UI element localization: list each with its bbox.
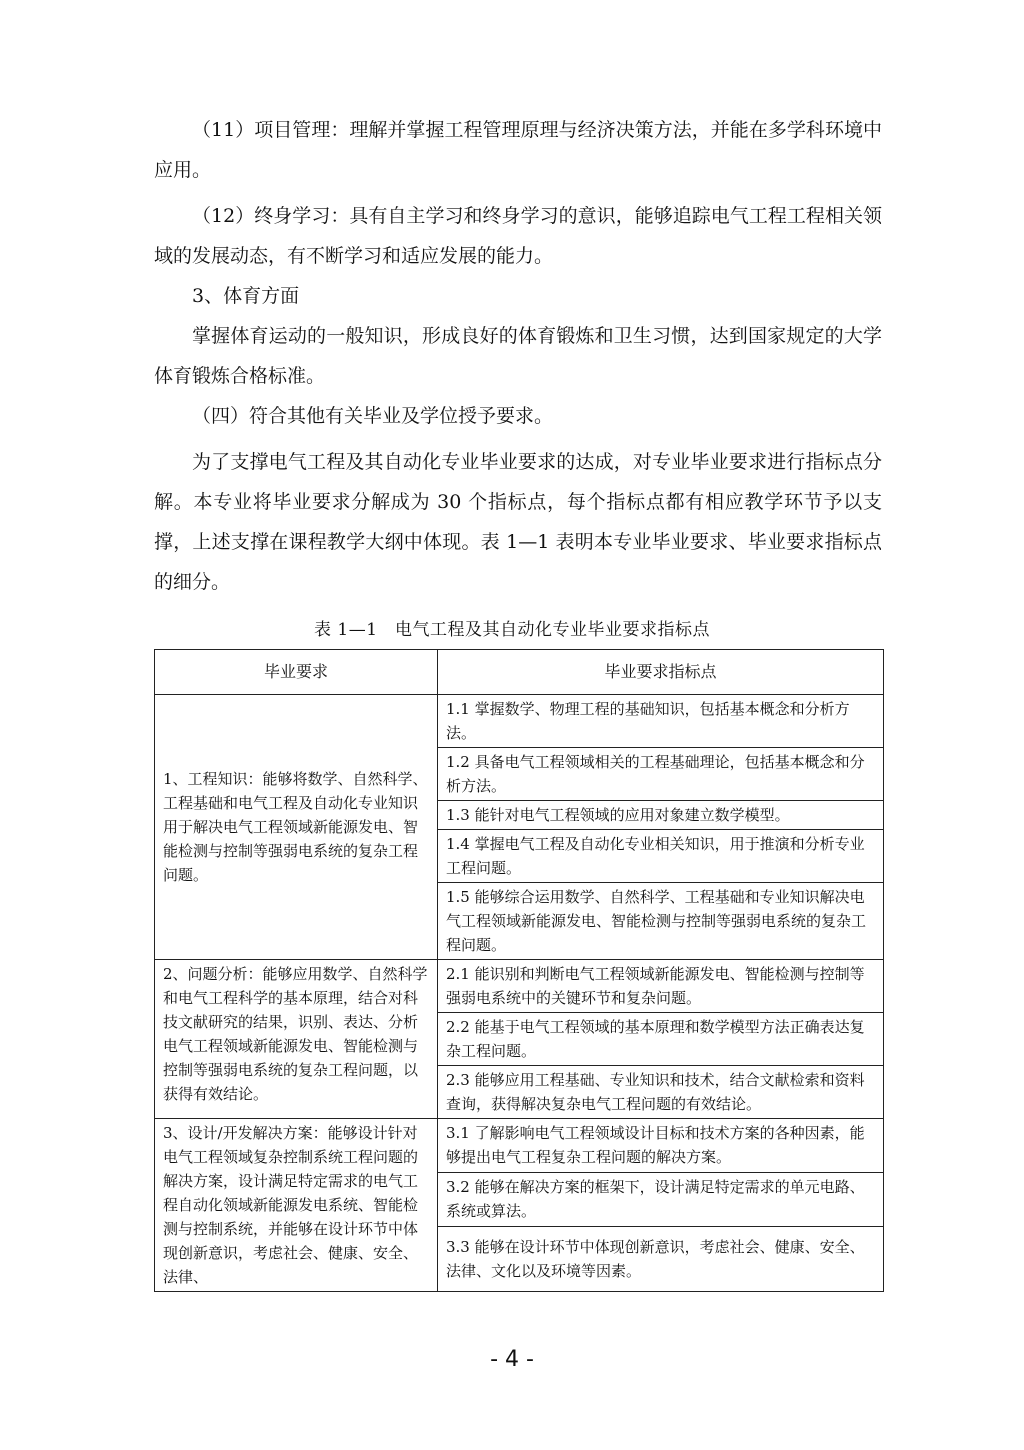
paragraph-other-requirements: （四）符合其他有关毕业及学位授予要求。: [192, 405, 554, 427]
indicator-cell: 1.2 具备电气工程领域相关的工程基础理论，包括基本概念和分析方法。: [438, 748, 884, 801]
indicator-cell: 1.4 掌握电气工程及自动化专业相关知识，用于推演和分析专业工程问题。: [438, 830, 884, 883]
paragraph-indicator-intro: 为了支撑电气工程及其自动化专业毕业要求的达成，对专业毕业要求进行指标点分解。本专业将毕业要求分解成为 30 个指标点，每个指标点都有相应教学环节予以支撑，上述支撑在课程教学大纲中体现。表 1—1 表明本专业毕业要求、毕业要求指标点的细分。: [154, 451, 882, 593]
requirement-cell: 2、问题分析：能够应用数学、自然科学和电气工程科学的基本原理，结合对科技文献研究的结果，识别、表达、分析电气工程领域新能源发电、智能检测与控制等强弱电系统的复杂工程问题，以获得有效结论。: [155, 960, 438, 1119]
indicator-cell: 3.3 能够在设计环节中体现创新意识，考虑社会、健康、安全、法律、文化以及环境等因素。: [438, 1227, 884, 1292]
indicator-cell: 1.5 能够综合运用数学、自然科学、工程基础和专业知识解决电气工程领域新能源发电、智能检测与控制等强弱电系统的复杂工程问题。: [438, 883, 884, 960]
paragraph-lifelong-learning: （12）终身学习：具有自主学习和终身学习的意识，能够追踪电气工程工程相关领域的发展动态，有不断学习和适应发展的能力。: [154, 205, 882, 267]
table-caption: 表 1—1 电气工程及其自动化专业毕业要求指标点: [313, 620, 711, 640]
table-header-row: [155, 650, 884, 695]
page-number: - 4 -: [490, 1347, 534, 1372]
section-heading-sports: 3、体育方面: [192, 285, 300, 307]
requirements-table: [154, 649, 884, 1292]
indicator-cell: 3.2 能够在解决方案的框架下，设计满足特定需求的单元电路、系统或算法。: [438, 1173, 884, 1227]
indicator-cell: 2.2 能基于电气工程领域的基本原理和数学模型方法正确表达复杂工程问题。: [438, 1013, 884, 1066]
header-indicator: 毕业要求指标点: [438, 650, 884, 695]
indicator-cell: 2.3 能够应用工程基础、专业知识和技术，结合文献检索和资料查询，获得解决复杂电气工程问题的有效结论。: [438, 1066, 884, 1119]
table-row: [155, 695, 884, 748]
indicator-cell: 2.1 能识别和判断电气工程领域新能源发电、智能检测与控制等强弱电系统中的关键环节和复杂问题。: [438, 960, 884, 1013]
table-row: [155, 1119, 884, 1173]
indicator-cell: 1.3 能针对电气工程领域的应用对象建立数学模型。: [438, 801, 884, 830]
paragraph-project-management: （11）项目管理：理解并掌握工程管理原理与经济决策方法，并能在多学科环境中应用。: [154, 119, 882, 181]
paragraph-sports: 掌握体育运动的一般知识，形成良好的体育锻炼和卫生习惯，达到国家规定的大学体育锻炼合格标准。: [154, 325, 882, 387]
table-row: [155, 960, 884, 1013]
indicator-cell: 1.1 掌握数学、物理工程的基础知识，包括基本概念和分析方法。: [438, 695, 884, 748]
requirement-cell: 3、设计/开发解决方案：能够设计针对电气工程领域复杂控制系统工程问题的解决方案，设计满足特定需求的电气工程自动化领域新能源发电系统、智能检测与控制系统，并能够在设计环节中体现创新意识，考虑社会、健康、安全、法律、: [155, 1119, 438, 1292]
header-requirement: 毕业要求: [155, 650, 438, 695]
indicator-cell: 3.1 了解影响电气工程领域设计目标和技术方案的各种因素，能够提出电气工程复杂工程问题的解决方案。: [438, 1119, 884, 1173]
requirement-cell: 1、工程知识：能够将数学、自然科学、工程基础和电气工程及自动化专业知识用于解决电气工程领域新能源发电、智能检测与控制等强弱电系统的复杂工程问题。: [155, 695, 438, 960]
body-text: [154, 110, 882, 602]
